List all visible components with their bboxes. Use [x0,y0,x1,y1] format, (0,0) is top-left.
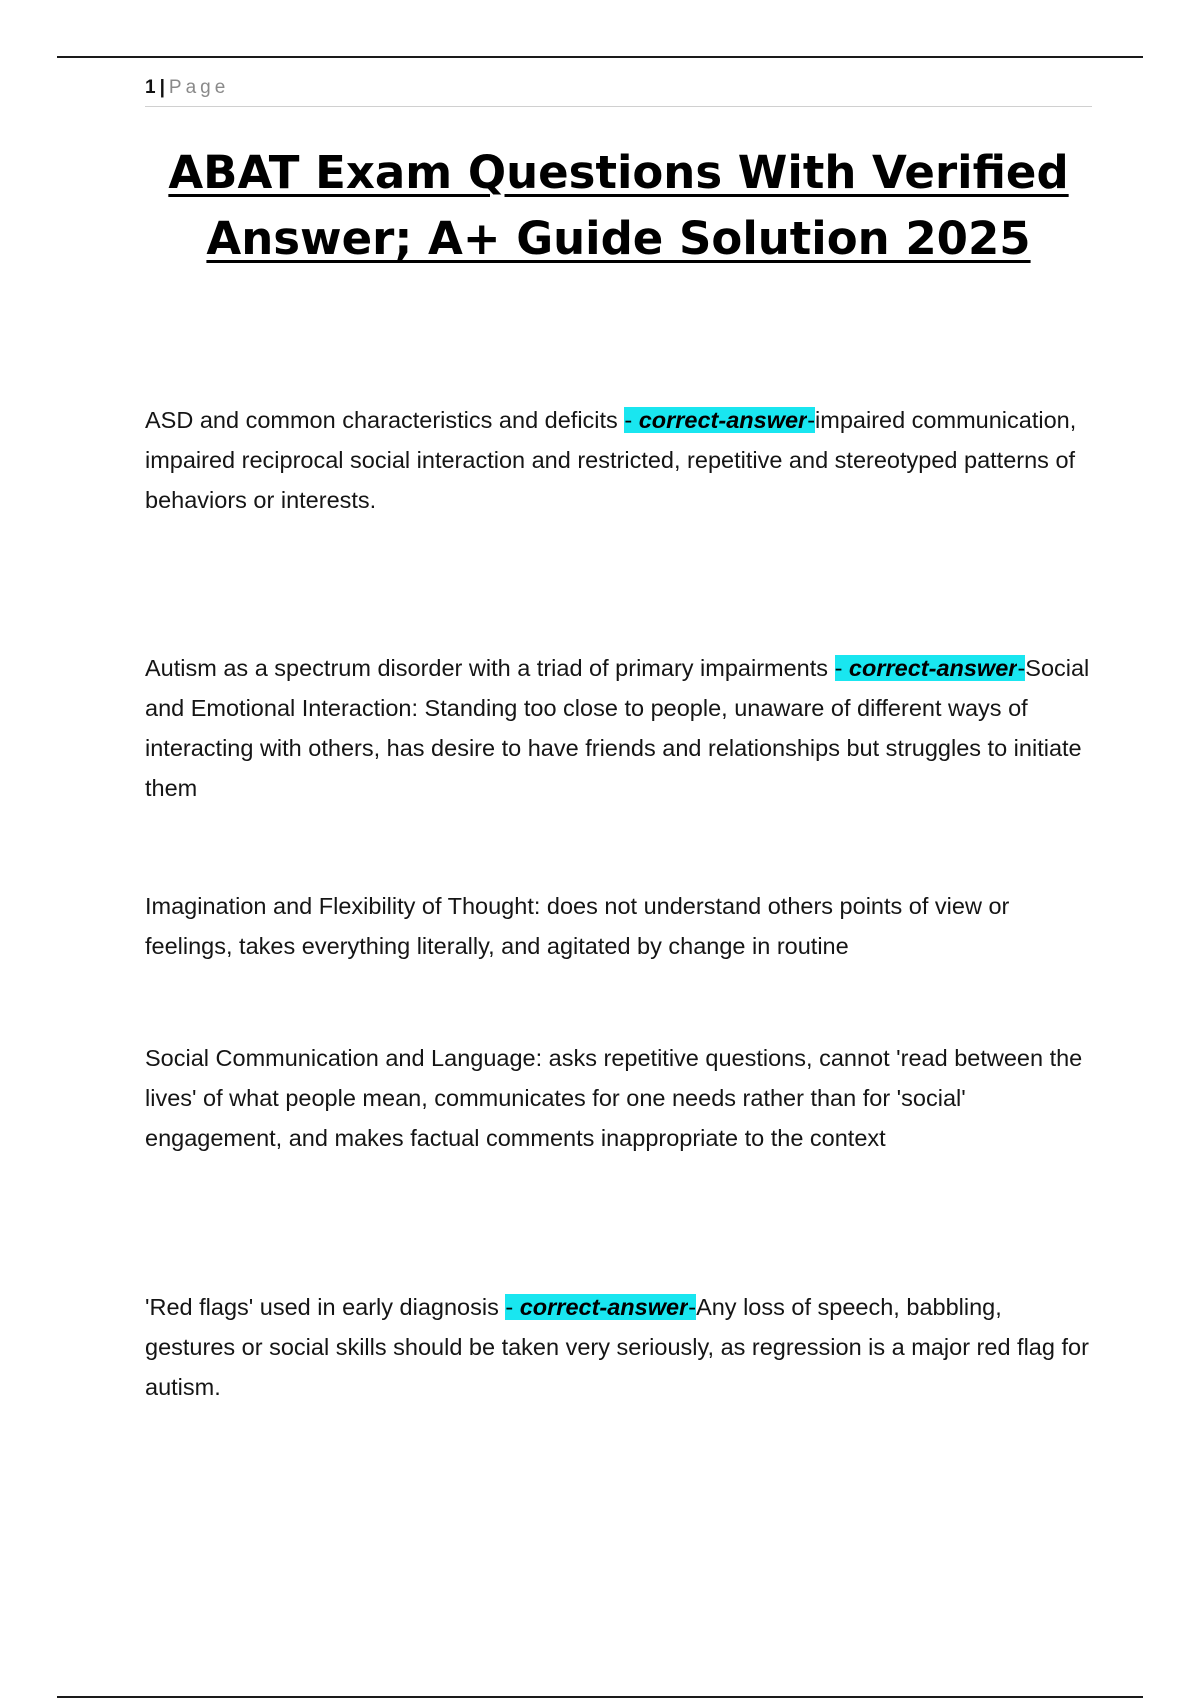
document-title [145,140,1092,272]
paragraph-text: Social Communication and Language: asks repetitive questions, cannot 'read between the lives' of what people mean, communicates for one needs rather than for 'social' engagement, and makes factual comments inappropriate to the context [145,1045,1083,1151]
answer-text: Any loss of speech, babbling, gestures or social skills should be taken very seriously, as regression is a major red flag for autism. [145,1294,1089,1400]
answer-marker-trail: - [1017,655,1026,681]
answer-marker: correct-answer [519,1294,689,1320]
answer-marker-trail: - [807,407,816,433]
document-title-line-1: ABAT Exam Questions With Verified [168,146,1069,199]
answer-marker-dash: - [624,407,639,433]
answer-marker-part1: correct- [848,655,937,681]
paragraph-imagination [145,886,1095,966]
page-header [145,74,1092,107]
page-separator: | [159,77,165,98]
answer-marker-dash: - [505,1294,520,1320]
question-text: Autism as a spectrum disorder with a triad of primary impairments [145,655,835,681]
paragraph-social-communication [145,1038,1095,1158]
answer-marker-part2: answer [936,655,1018,681]
answer-text: impaired communication, impaired reciprocal social interaction and restricted, repetitive and stereotyped patterns of behaviors or interests. [145,407,1077,513]
top-rule [57,56,1143,58]
answer-marker: correct-answer [638,407,808,433]
question-text: ASD and common characteristics and deficits [145,407,625,433]
answer-text: Social and Emotional Interaction: Standing too close to people, unaware of different ways of interacting with others, has desire to have friends and relationships but struggles to initiate them [145,655,1090,801]
page-number: 1 [145,77,156,98]
qa-entry-spectrum [145,648,1095,808]
paragraph-text: Imagination and Flexibility of Thought: does not understand others points of view or feelings, takes everything literally, and agitated by change in routine [145,893,1010,959]
answer-marker-trail: - [688,1294,697,1320]
bottom-rule [57,1696,1143,1698]
qa-entry-asd [145,400,1095,520]
answer-marker-dash: - [834,655,849,681]
document-title-line-2: Answer; A+ Guide Solution 2025 [206,212,1031,265]
qa-entry-red-flags [145,1287,1095,1407]
question-text: 'Red flags' used in early diagnosis [145,1294,506,1320]
page-label: Page [168,77,230,98]
